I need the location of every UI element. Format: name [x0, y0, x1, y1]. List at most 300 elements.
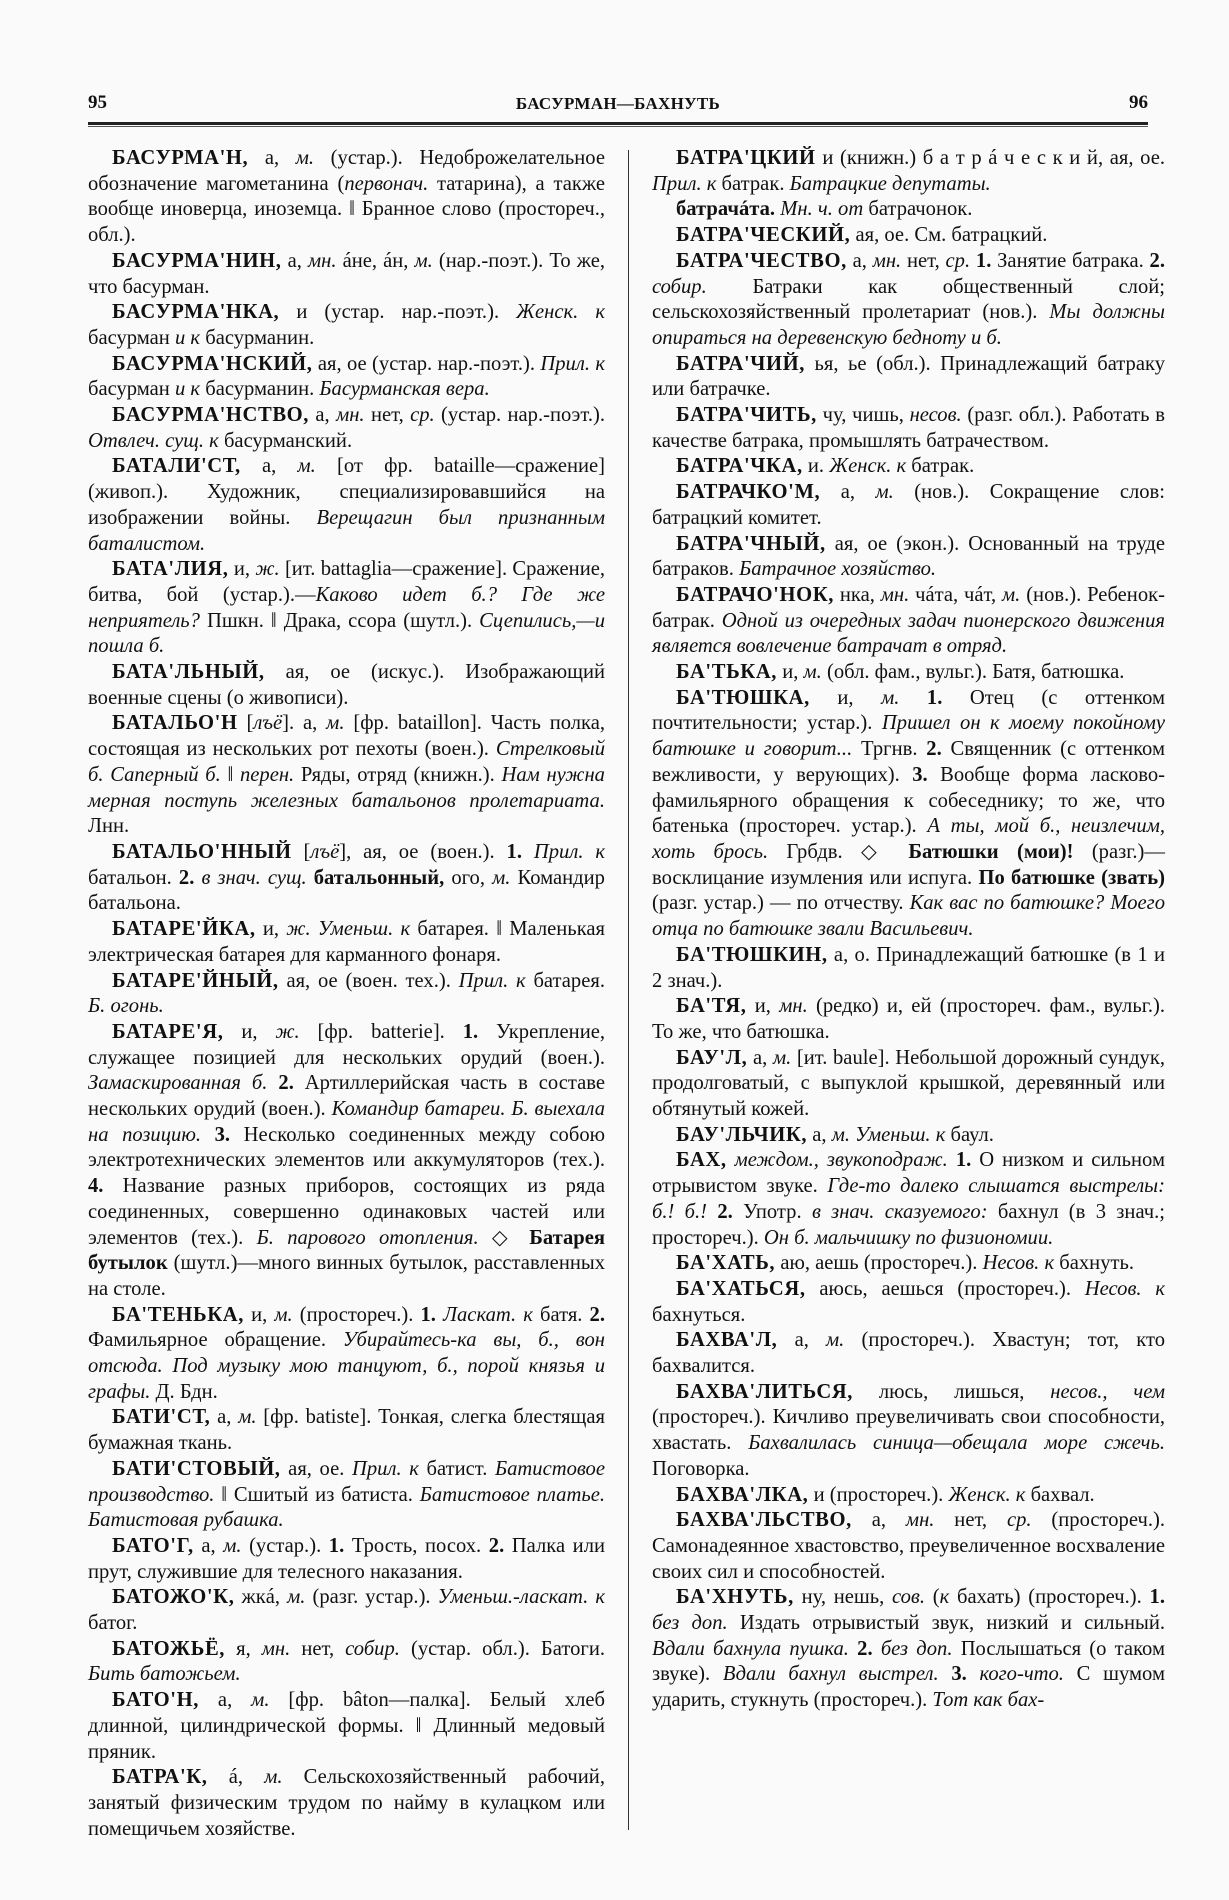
dictionary-entry [88, 1303, 605, 1406]
italic-label: ж. [275, 1020, 300, 1043]
bold-text: Батюшки (мои)! [908, 840, 1074, 863]
bold-text: 3. [951, 1663, 967, 1686]
definition-text: и, [244, 1303, 275, 1326]
headword: БАТРА'К, [112, 1766, 208, 1789]
definition-text: и (устар. нар.-поэт.). [279, 301, 517, 324]
definition-text: а, [851, 1509, 906, 1532]
headword: БАТРА'ЧЕСКИЙ, [676, 224, 851, 247]
dictionary-entry [652, 249, 1165, 352]
italic-label: Прил. к [352, 1457, 419, 1480]
definition-text [873, 1638, 881, 1660]
definition-text: (нов.). Ребенок-батрак. [652, 583, 1165, 632]
italic-label: и к [174, 326, 201, 349]
headword: БАУ'Л, [676, 1046, 748, 1069]
right-column [652, 146, 1165, 1714]
italic-label: Одной из очередных задач пионерского движения является вовлечение батрачат в отряд. [652, 609, 1165, 658]
definition-text: (разг. устар.). [305, 1586, 438, 1609]
dictionary-entry [652, 1123, 1165, 1149]
italic-label: Верещагин был признанным баталистом. [88, 506, 605, 555]
dictionary-entry [652, 1046, 1165, 1123]
italic-label: Женск. к [829, 455, 907, 478]
definition-text: а, [248, 147, 296, 169]
definition-text: [фр. bataillon]. Часть полка, состоящая из нескольких рот пехоты (воен.). [88, 712, 606, 761]
headword: БАТО'Н, [112, 1689, 199, 1712]
definition-text: Пшкн. ‖ Драка, ссора (шутл.). [199, 609, 480, 632]
definition-text: батарея. ‖ Маленькая электрическая батарея для карманного фонаря. [88, 918, 606, 966]
headword: БАСУРМА'НИН, [112, 249, 282, 272]
definition-text: нет, [290, 1637, 346, 1660]
definition-text: бахвал. [1025, 1483, 1095, 1506]
italic-label: ж. Уменьш. к [286, 918, 411, 941]
bold-text: 2. [926, 738, 942, 761]
definition-text: [от фр. bataille—сражение] (живоп.). Художник, специализировавшийся на изображении войны. [88, 455, 606, 529]
bold-text: 1. [328, 1534, 345, 1557]
definition-text: (разг. обл.). Работать в качестве батрака, промышлять батрачеством. [652, 404, 1165, 452]
dictionary-entry [88, 1765, 605, 1842]
definition-text: басурманин. [200, 378, 320, 401]
definition-text: и, [228, 558, 256, 581]
definition-text: Трость, посох. [344, 1534, 489, 1557]
italic-label: м. [297, 455, 316, 478]
definition-text: (нар.-поэт.). То же, что басурман. [88, 249, 605, 298]
definition-text: Ряды, отряд (книжн.). [294, 763, 502, 786]
italic-label: несов., чем [1050, 1380, 1165, 1403]
italic-label: Он б. мальчишку по физиономии. [763, 1226, 1054, 1249]
headword: БАТРА'ЧИТЬ, [676, 404, 817, 427]
headword: БАТРА'ЧНЫЙ, [676, 532, 826, 555]
definition-text: [ [237, 712, 254, 735]
headword: БАТИ'СТ, [112, 1406, 211, 1429]
definition-text: бахать) (простореч.). [949, 1586, 1150, 1609]
italic-label: Несов. к [982, 1252, 1055, 1275]
definition-text: басурманский. [218, 429, 353, 452]
definition-text: Употр. [732, 1200, 812, 1223]
italic-label: м. [492, 866, 511, 889]
headword: БАСУРМА'НСКИЙ, [112, 352, 313, 375]
definition-text: а, [777, 1329, 827, 1352]
bold-text: 3. [912, 763, 928, 786]
definition-text: (устар.). Недоброжелательное обозначение магометанина ( [88, 147, 605, 195]
headword: БАСУРМА'Н, [112, 147, 249, 169]
italic-label: Батистовое производство. [88, 1457, 605, 1506]
italic-label: мн. [308, 249, 337, 272]
definition-text: а, [820, 481, 876, 504]
definition-text: нка, [834, 583, 881, 606]
italic-label: Замаскированная б. [88, 1072, 268, 1095]
definition-text: ая, ое (устар. нар.-поэт.). [312, 352, 541, 375]
definition-text: ая, ое. [280, 1457, 353, 1480]
dictionary-entry [652, 943, 1165, 994]
headword: БАТРА'ЧИЙ, [676, 352, 805, 375]
dictionary-entry [652, 1508, 1165, 1585]
headword: БАСУРМА'НСТВО, [112, 404, 310, 427]
italic-label: м. Уменьш. к [831, 1123, 946, 1146]
definition-text: (нов.). Сокращение слов: батрацкий комитет. [652, 481, 1165, 529]
bold-text: 2. [589, 1303, 605, 1326]
definition-text: татарина), а также вообще иноверца, иноземца. ‖ Бранное слово (простореч., обл.). [88, 172, 605, 247]
definition-text: я, [225, 1637, 262, 1660]
italic-label: м. [875, 481, 894, 504]
bold-text: 1. [420, 1303, 436, 1326]
dictionary-entry [652, 1251, 1165, 1277]
italic-label: Прил. к [533, 840, 605, 863]
italic-label: м. [772, 1046, 792, 1069]
definition-text: ну, нешь, [793, 1586, 892, 1609]
italic-label: ср. [410, 404, 435, 427]
bold-text: 2. [278, 1072, 294, 1095]
definition-text: Название разных приборов, состоящих из ряда соединенных, совершенно одинаковых частей или элементов (тех.). [88, 1175, 605, 1249]
headword: БАТОЖО'К, [112, 1586, 235, 1609]
left-column [88, 146, 605, 1842]
definition-text: [фр. batterie]. [299, 1020, 463, 1043]
italic-label: м. [1002, 583, 1021, 606]
definition-text: чу, чишь, [816, 404, 910, 427]
definition-text: а, [846, 249, 873, 272]
definition-text: [ [291, 840, 311, 863]
definition-text: С шумом ударить, стукнуть (простореч.). [652, 1663, 1165, 1712]
dictionary-entry [652, 223, 1165, 249]
bold-text: 1. [506, 840, 522, 863]
headword: БАТРА'ЦКИЙ [676, 147, 816, 169]
definition-text: Вообще форма ласково-фамильярного обращения к собеседнику; то же, что батенька (простореч. устар.). [652, 763, 1165, 838]
dictionary-entry [88, 1585, 605, 1636]
definition-text: Батраки как общественный слой; сельскохозяйственный пролетариат (нов.). [652, 275, 1165, 324]
definition-text: (обл. фам., вульг.). Батя, батюшка. [821, 661, 1125, 684]
italic-label: Батрачное хозяйство. [739, 558, 937, 581]
dictionary-entry [652, 1277, 1165, 1328]
italic-label: кого-что. [979, 1663, 1064, 1686]
italic-label: междом., звукоподраж. [734, 1149, 948, 1172]
italic-label: Стрелковый б. Саперный б. [88, 738, 605, 786]
dictionary-entry [652, 994, 1165, 1045]
definition-text: [ит. battaglia—сражение]. Сражение, битва, бой (устар.).— [88, 558, 606, 606]
definition-text: (простореч.). Хвастун; тот, кто бахвалится. [652, 1329, 1165, 1378]
italic-label: Женск. к [516, 301, 605, 324]
definition-text: батрачонок. [863, 198, 973, 221]
headword: БАТАЛЬО'Н [112, 712, 238, 735]
dictionary-entry [652, 454, 1165, 480]
definition-text: аюсь, аешься (простореч.). [805, 1277, 1085, 1300]
definition-text: Сельскохозяйственный рабочий, занятый физическим трудом по найму в кулацком или помещичьем хозяйстве. [88, 1766, 605, 1840]
definition-text: á, [207, 1766, 265, 1789]
italic-label: Мы должны опираться на деревенскую бедноту и б. [652, 301, 1165, 349]
definition-text: (разг.)—восклицание изумления или испуга. [652, 840, 1165, 889]
headword: БАХВА'ЛИТЬСЯ, [676, 1380, 854, 1403]
definition-text: ], ая, ое (воен.). [339, 840, 507, 863]
italic-label: мн. [872, 249, 902, 272]
italic-label: Ласкат. к [443, 1303, 533, 1326]
definition-text: и (книжн.) б а т р á ч е с к и й, ая, ое. [815, 147, 1165, 169]
definition-text: басурман [88, 326, 175, 349]
headword: БАТИ'СТОВЫЙ, [112, 1457, 281, 1480]
headword: БАХВА'ЛКА, [676, 1483, 809, 1506]
italic-label: Вдали бахнула пушка. [652, 1637, 849, 1660]
definition-text: батальон. [88, 866, 179, 889]
definition-text: батист. [418, 1457, 495, 1480]
bold-text: батальонный, [313, 866, 445, 889]
dictionary-entry [652, 352, 1165, 403]
dictionary-entry [88, 1688, 605, 1765]
italic-label: м. [881, 686, 900, 709]
italic-label: м. [287, 1586, 306, 1609]
headword: БА'ХАТЬ, [676, 1252, 776, 1275]
italic-label: в знач. сказуемого: [811, 1200, 988, 1223]
dictionary-entry [88, 1534, 605, 1585]
definition-text: (разг. устар.) — по отчеству. [652, 892, 910, 915]
definition-text: нет, [901, 249, 946, 272]
definition-text: и, [746, 995, 780, 1018]
italic-label: ср. [1006, 1509, 1032, 1532]
definition-text [967, 1663, 980, 1685]
italic-label: Отвлеч. сущ. к [88, 429, 219, 452]
definition-text: Лнн. [88, 815, 130, 838]
italic-label: лъё [253, 712, 283, 735]
definition-text: бахнуть. [1054, 1252, 1135, 1275]
definition-text: жкá, [234, 1586, 288, 1609]
page-header [88, 86, 1148, 122]
headword: БА'ТЕНЬКА, [112, 1303, 244, 1326]
italic-label: Прил. к [458, 969, 526, 992]
italic-label: без доп. [880, 1637, 953, 1660]
headword: БАТОЖЬЁ, [112, 1637, 226, 1660]
italic-label: м. [238, 1406, 257, 1429]
definition-text: [фр. batiste]. Тонкая, слегка блестящая бумажная ткань. [88, 1406, 605, 1455]
italic-label: Уменьш.-ласкат. к [437, 1586, 605, 1609]
italic-label: собир. [345, 1637, 400, 1660]
dictionary-entry [88, 146, 605, 249]
definition-text [201, 1124, 215, 1146]
italic-label: м. [251, 1689, 270, 1712]
headword: БАСУРМА'НКА, [112, 301, 280, 324]
italic-label: мн. [779, 995, 808, 1018]
definition-text: нет, [934, 1509, 1007, 1532]
headword: БА'ТЮШКА, [676, 686, 810, 709]
definition-text: чáта, чáт, [909, 583, 1003, 606]
italic-label: в знач. сущ. [201, 866, 307, 889]
italic-label: А ты, мой б., неизлечим, хоть брось. [652, 815, 1166, 863]
definition-text: (устар. обл.). Батоги. [399, 1637, 605, 1660]
definition-text: Фамильярное обращение. [88, 1329, 343, 1352]
definition-text: ого, [444, 866, 493, 889]
dictionary-entry [88, 1637, 605, 1688]
italic-label: Б. огонь. [88, 995, 164, 1018]
italic-label: Вдали бахнул выстрел. [722, 1663, 939, 1686]
headword: БАТРА'ЧКА, [676, 455, 803, 478]
dictionary-entry [88, 352, 605, 403]
italic-label: первонач. [344, 172, 429, 195]
definition-text: и, [809, 686, 882, 709]
italic-label: Батистовое платье. Батистовая рубашка. [88, 1483, 605, 1532]
italic-label: без доп. [652, 1612, 728, 1635]
italic-label: м. [274, 1303, 293, 1326]
dictionary-entry [88, 1405, 605, 1456]
bold-text: батрачáта. [676, 198, 776, 221]
page-number-right: 96 [1129, 92, 1148, 113]
headword: БАТА'ЛИЯ, [112, 558, 229, 581]
headword: БА'ТЬКА, [676, 661, 778, 684]
definition-text: ая, ое (экон.). Основанный на труде батраков. [652, 532, 1165, 581]
headword: БАТРАЧКО'М, [676, 481, 821, 504]
bold-text: Батарея бутылок [88, 1226, 605, 1275]
headword: БАТРАЧО'НОК, [676, 583, 835, 606]
headword: БА'ХНУТЬ, [676, 1586, 794, 1609]
definition-text: Артиллерийская часть в составе нескольких орудий (воен.). [88, 1072, 605, 1121]
definition-text: а, [309, 404, 337, 427]
italic-label: Где-то далеко слышатся выстрелы: б.! б.! [652, 1175, 1165, 1223]
italic-label: Как вас по батюшке? Моего отца по батюшке звали Васильевич. [652, 892, 1165, 941]
italic-label: м. [826, 1329, 845, 1352]
dictionary-entry [88, 249, 605, 300]
definition-text: Д. Бдн. [150, 1380, 218, 1403]
headword: БАТРА'ЧЕСТВО, [676, 249, 847, 272]
bold-text: 1. [1149, 1586, 1165, 1609]
headword: БА'ТЮШКИН, [676, 943, 828, 966]
definition-text: а, о. Принадлежащий батюшке (в 1 и 2 знач.). [652, 943, 1165, 992]
definition-text: а, [747, 1046, 773, 1069]
italic-label: мн. [880, 583, 910, 606]
headword: БАУ'ЛЬЧИК, [676, 1123, 808, 1146]
definition-text: ( [925, 1586, 940, 1609]
definition-text: Священник (с оттенком вежливости, у верующих). [652, 738, 1165, 786]
dictionary-entry [652, 1148, 1165, 1251]
headword: БАТАРЕ'Я, [112, 1020, 224, 1043]
dictionary-entry [88, 660, 605, 711]
definition-text [267, 1072, 278, 1094]
italic-label: собир. [652, 275, 707, 298]
headword: БАТА'ЛЬНЫЙ, [112, 661, 265, 684]
italic-label: Пришел он к моему покойному батюшке и говорит... [652, 712, 1165, 761]
dictionary-entry [652, 583, 1165, 660]
italic-label: м. [803, 661, 822, 684]
italic-label: Женск. к [948, 1483, 1026, 1506]
italic-label: Бить батожьем. [88, 1663, 241, 1686]
italic-label: Сцепились,—и пошла б. [88, 609, 605, 658]
definition-text: аю, аешь (простореч.). [775, 1252, 983, 1275]
italic-label: Мн. ч. от [780, 198, 864, 221]
headword: БАХВА'Л, [676, 1329, 778, 1352]
definition-text: Палка или прут, служившие для телесного наказания. [88, 1534, 605, 1583]
definition-text: и, [777, 661, 804, 684]
definition-text: (шутл.)—много винных бутылок, расставленных на столе. [88, 1252, 605, 1300]
definition-text: ‖ [220, 763, 240, 786]
header-rule [88, 122, 1148, 127]
definition-text: ая, ое (искус.). Изображающий военные сцены (о живописи). [88, 661, 605, 709]
definition-text [522, 841, 534, 863]
dictionary-entry [652, 146, 1165, 197]
definition-text [707, 1201, 717, 1223]
italic-label: Тот как бах- [932, 1689, 1045, 1712]
definition-text: басурман [88, 378, 175, 401]
definition-text: (устар.). [241, 1534, 329, 1557]
dictionary-entry [652, 532, 1165, 583]
italic-label: Прил. к [540, 352, 605, 375]
definition-text: (редко) и, ей (простореч. фам., вульг.). То же, что батюшка. [652, 995, 1166, 1043]
dictionary-entry [652, 403, 1165, 454]
bold-text: 1. [975, 249, 992, 272]
definition-text [948, 1149, 956, 1171]
definition-text: (простореч.). [292, 1303, 421, 1326]
italic-label: Несов. к [1084, 1277, 1165, 1300]
bold-text: 1. [955, 1149, 972, 1172]
bold-text: 2. [178, 866, 195, 889]
dictionary-entry [88, 840, 605, 917]
headword: БА'ХАТЬСЯ, [676, 1277, 806, 1300]
italic-label: Б. парового отопления. [256, 1226, 479, 1249]
definition-text: Послышаться (о таком звуке). [652, 1637, 1165, 1686]
definition-text: О низком и сильном отрывистом звуке. [652, 1149, 1165, 1198]
definition-text: (устар. нар.-поэт.). [434, 404, 605, 427]
italic-label: м. [295, 147, 315, 169]
definition-text [899, 687, 927, 709]
running-head: БАСУРМАН—БАХНУТЬ [515, 94, 721, 113]
italic-label: сов. [892, 1586, 926, 1609]
definition-text [939, 1663, 952, 1685]
dictionary-entry [652, 480, 1165, 531]
dictionary-entry [88, 557, 605, 660]
dictionary-entry [652, 686, 1165, 943]
definition-text: Несколько соединенных между собою электротехнических элементов или аккумуляторов (тех.). [88, 1123, 605, 1172]
italic-label: лъё [310, 840, 340, 863]
dictionary-entry [652, 1585, 1165, 1714]
definition-text: а, [807, 1123, 832, 1146]
definition-text: и. [802, 455, 830, 478]
italic-label: Басурманская вера. [319, 378, 490, 401]
italic-label: к [939, 1586, 950, 1609]
italic-label: несов. [909, 404, 962, 427]
definition-text: батарея. [525, 969, 605, 992]
italic-label: Прил. к [652, 172, 717, 195]
page-number-left: 95 [88, 92, 107, 113]
definition-text [307, 867, 314, 889]
definition-text: батя. [532, 1303, 590, 1326]
definition-text: батрак. [906, 455, 975, 478]
definition-text [849, 1638, 857, 1660]
dictionary-entry [652, 660, 1165, 686]
dictionary-entry [88, 454, 605, 557]
definition-text: [фр. bâton—палка]. Белый хлеб длинной, цилиндрической формы. ‖ Длинный медовый пряник. [88, 1689, 605, 1763]
definition-text: а, [210, 1406, 239, 1429]
definition-text: ая, ое. См. батрацкий. [850, 224, 1048, 247]
bold-text: 2. [717, 1200, 733, 1223]
definition-text: Командир батальона. [88, 866, 605, 915]
bold-text: 2. [857, 1637, 873, 1660]
dictionary-entry [652, 1328, 1165, 1379]
italic-label: м. [223, 1534, 242, 1557]
definition-text: а, [240, 455, 298, 478]
definition-text: Тргнв. [852, 738, 927, 761]
italic-label: Бахвалилась синица—обещала море сжечь. [748, 1432, 1165, 1455]
definition-text: (простореч.). Кичливо преувеличивать свои способности, хвастать. [652, 1406, 1165, 1455]
italic-label: мн. [261, 1637, 291, 1660]
definition-text: а, [198, 1689, 252, 1712]
italic-label: ж. [255, 558, 280, 581]
definition-text: Поговорка. [652, 1457, 750, 1480]
definition-text: а, [281, 249, 308, 272]
italic-label: м. [414, 249, 433, 272]
dictionary-entry [652, 1380, 1165, 1483]
bold-text: 2. [488, 1534, 505, 1557]
italic-label: Убирайтесь-ка вы, б., вон отсюда. Под музыку мою танцуют, б., порой князья и графы. [88, 1329, 605, 1403]
italic-label: Нам нужна мерная поступь железных батальонов пролетариата. [88, 763, 605, 812]
definition-text: Издать отрывистый звук, низкий и сильный. [727, 1612, 1165, 1635]
definition-text: баул. [945, 1123, 994, 1146]
definition-text: [ит. baule]. Небольшой дорожный сундук, продолговатый, с выпуклой крышкой, деревянный или обтянутый кожей. [652, 1046, 1165, 1121]
definition-text: бахнуться. [652, 1303, 746, 1326]
definition-text [436, 1304, 443, 1326]
headword: БАТАРЕ'ЙНЫЙ, [112, 969, 279, 992]
definition-text: áне, áн, [336, 249, 415, 272]
definition-text: а, [193, 1534, 224, 1557]
